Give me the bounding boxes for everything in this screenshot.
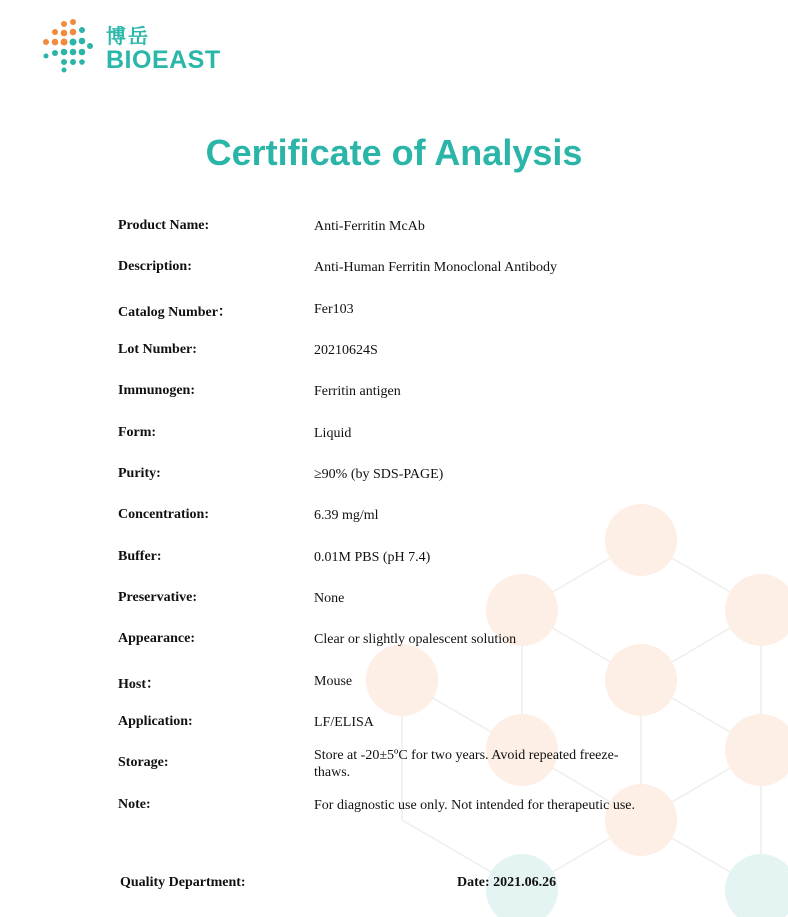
- field-value: Anti-Human Ferritin Monoclonal Antibody: [314, 260, 558, 275]
- field-label: Storage:: [118, 755, 169, 770]
- field-label: Form:: [118, 425, 157, 440]
- field-row-catalog-number: [118, 301, 678, 341]
- field-label: Product Name:: [118, 218, 210, 233]
- field-label: Immunogen:: [118, 383, 196, 398]
- logo-english-name: BIOEAST: [106, 46, 221, 74]
- field-value: Mouse: [314, 674, 353, 689]
- field-row-buffer: [118, 549, 678, 589]
- logo-chinese-name: 博岳: [106, 24, 150, 48]
- field-row-immunogen: [118, 383, 678, 423]
- field-row-note: [118, 797, 678, 837]
- field-label: Appearance:: [118, 631, 195, 646]
- field-value: Store at -20±5ºC for two years. Avoid repeated freeze-thaws.: [314, 748, 619, 780]
- logo-dot-cluster-icon: [42, 18, 100, 78]
- field-value: 20210624S: [314, 343, 378, 358]
- field-value: Fer103: [314, 302, 354, 317]
- field-label: Purity:: [118, 466, 161, 481]
- field-label: Catalog Number：: [118, 305, 232, 320]
- field-value: For diagnostic use only. Not intended for therapeutic use.: [314, 798, 636, 813]
- field-label: Host：: [118, 677, 160, 692]
- quality-department-label: Quality Department:: [120, 875, 246, 890]
- field-value: 0.01M PBS (pH 7.4): [314, 550, 431, 565]
- certificate-date: Date: 2021.06.26: [457, 875, 557, 890]
- field-label: Buffer:: [118, 549, 162, 564]
- field-row-host: [118, 673, 678, 713]
- field-label: Description:: [118, 259, 192, 274]
- field-value: 6.39 mg/ml: [314, 508, 379, 523]
- field-value: Anti-Ferritin McAb: [314, 219, 425, 234]
- field-row-description: [118, 259, 678, 299]
- field-label: Lot Number:: [118, 342, 197, 357]
- field-row-form: [118, 425, 678, 465]
- field-label: Preservative:: [118, 590, 198, 605]
- field-row-product-name: [118, 218, 678, 258]
- field-value: Ferritin antigen: [314, 384, 401, 399]
- bioeast-logo: [42, 18, 242, 78]
- field-label: Note:: [118, 797, 151, 812]
- field-value: Liquid: [314, 426, 352, 441]
- page-title: Certificate of Analysis: [205, 132, 583, 173]
- field-label: Concentration:: [118, 507, 209, 522]
- field-value: Clear or slightly opalescent solution: [314, 632, 517, 647]
- field-value: LF/ELISA: [314, 715, 374, 730]
- field-row-lot-number: [118, 342, 678, 382]
- field-value: ≥90% (by SDS-PAGE): [314, 467, 444, 482]
- field-row-concentration: [118, 507, 678, 547]
- field-row-appearance: [118, 631, 678, 671]
- field-row-purity: [118, 466, 678, 506]
- field-row-preservative: [118, 590, 678, 630]
- field-label: Application:: [118, 714, 193, 729]
- field-row-storage: [118, 747, 678, 787]
- field-value: None: [314, 591, 345, 606]
